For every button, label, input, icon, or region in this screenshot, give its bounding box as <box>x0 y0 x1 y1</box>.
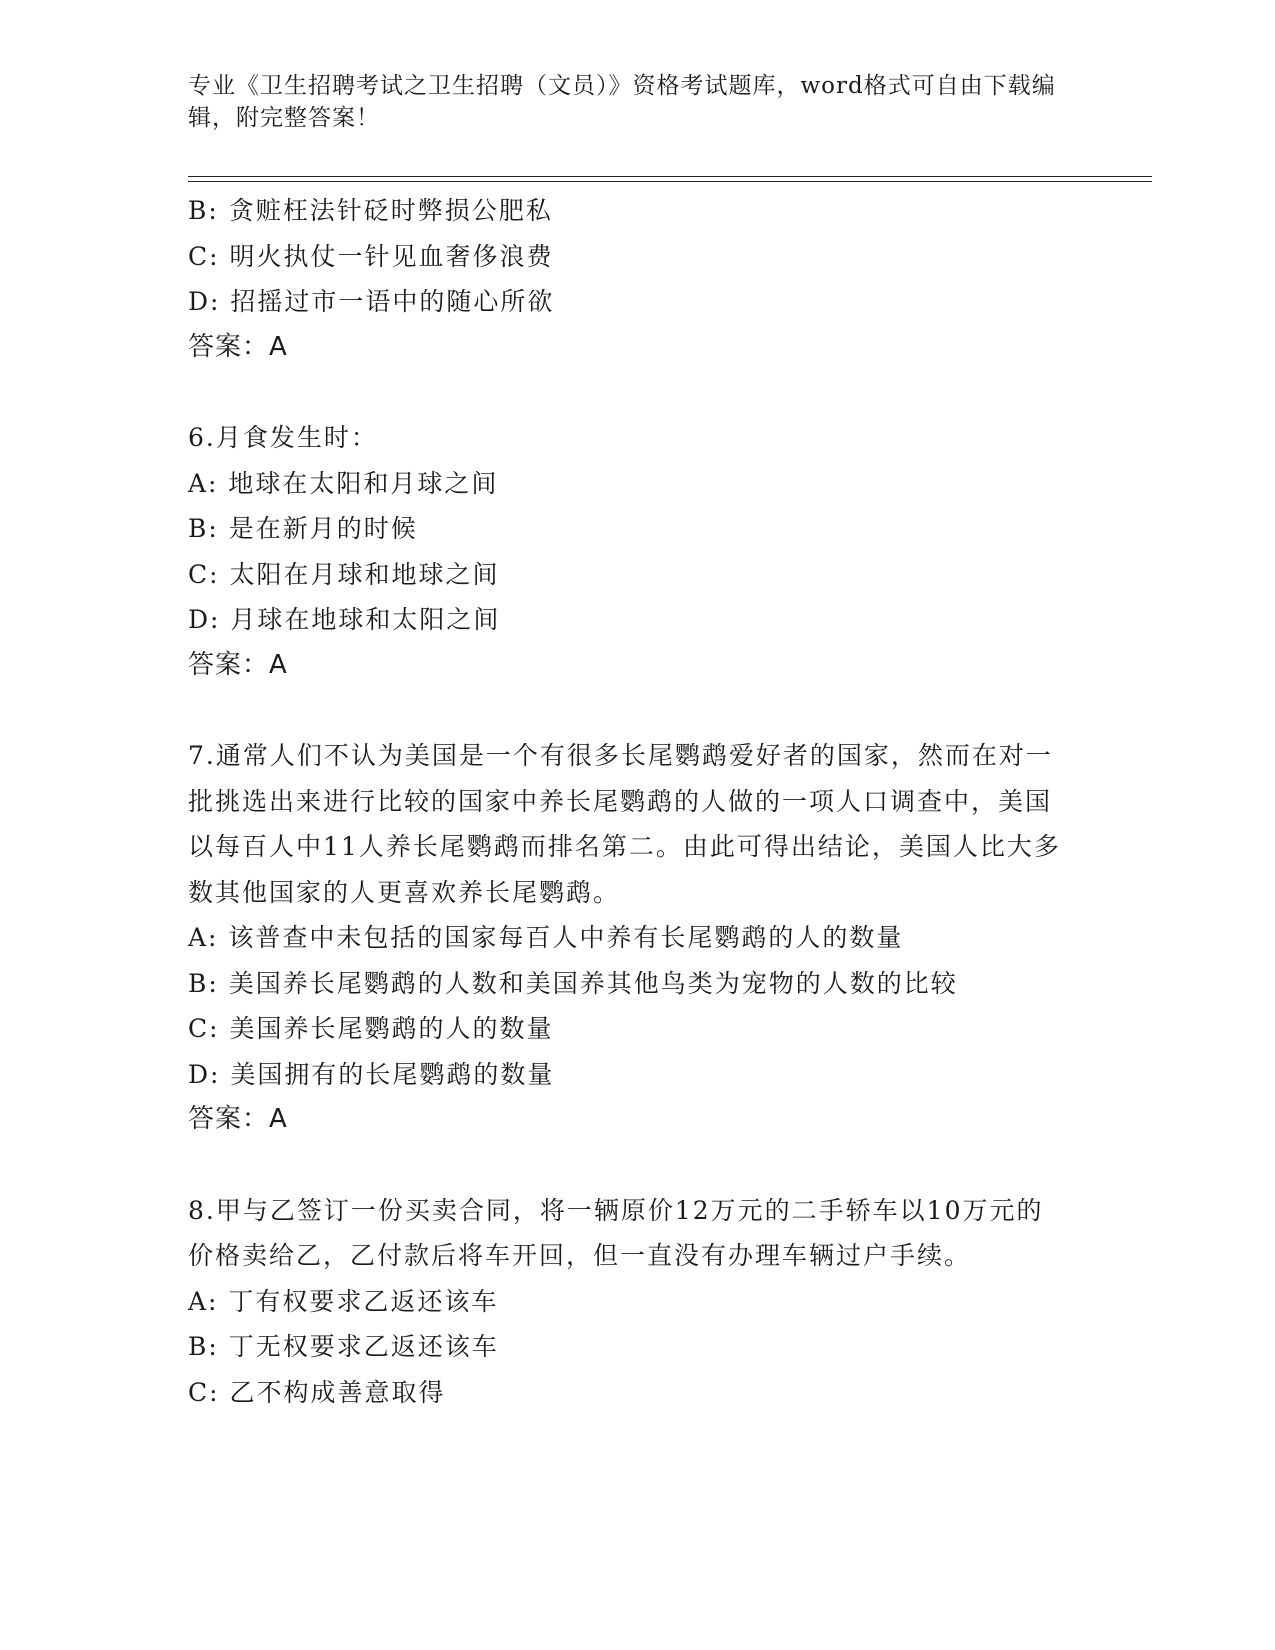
option-b: B: 美国养长尾鹦鹉的人数和美国养其他鸟类为宠物的人数的比较 <box>188 968 958 998</box>
answer-line: 答案：A <box>188 331 288 362</box>
option-b: B: 丁无权要求乙返还该车 <box>188 1332 499 1361</box>
option-d: D: 招摇过市一语中的随心所欲 <box>188 287 555 316</box>
option-a: A: 地球在太阳和月球之间 <box>188 468 499 498</box>
header-text: 专业《卫生招聘考试之卫生招聘（文员）》资格考试题库，word格式可自由下载编辑，附完整答案！ <box>188 73 1056 131</box>
option-a: A: 该普查中未包括的国家每百人中养有长尾鹦鹉的人的数量 <box>188 923 904 952</box>
question-list <box>188 188 1068 1415</box>
header-divider-bottom <box>188 181 1152 182</box>
option-c: C: 太阳在月球和地球之间 <box>188 559 500 589</box>
option-b: B: 贪赃枉法针砭时弊损公肥私 <box>188 196 553 225</box>
option-c: C: 美国养长尾鹦鹉的人的数量 <box>188 1014 554 1043</box>
option-c: C: 乙不构成善意取得 <box>188 1377 446 1407</box>
page-header <box>188 70 1068 134</box>
question-6-block <box>188 415 1068 688</box>
option-d: D: 月球在地球和太阳之间 <box>188 605 501 634</box>
answer-line: 答案：A <box>188 1104 288 1134</box>
answer-line: 答案：A <box>188 649 288 680</box>
header-divider-top <box>188 176 1152 177</box>
question-text: 8.甲与乙签订一份买卖合同，将一辆原价12万元的二手轿车以10万元的价格卖给乙，乙付款后将车开回，但一直没有办理车辆过户手续。 <box>188 1195 1044 1270</box>
question-text: 7.通常人们不认为美国是一个有很多长尾鹦鹉爱好者的国家，然而在对一批挑选出来进行比较的国家中养长尾鹦鹉的人做的一项人口调查中，美国以每百人中11人养长尾鹦鹉而排名第二。由此可得出结论，美国人比大多数其他国家的人更喜欢养长尾鹦鹉。 <box>188 741 1061 907</box>
option-d: D: 美国拥有的长尾鹦鹉的数量 <box>188 1059 555 1089</box>
option-a: A: 丁有权要求乙返还该车 <box>188 1286 499 1316</box>
question-text: 6.月食发生时： <box>188 423 378 452</box>
option-b: B: 是在新月的时候 <box>188 514 418 543</box>
prev-question-block <box>188 188 1068 370</box>
option-c: C: 明火执仗一针见血奢侈浪费 <box>188 241 554 271</box>
question-8-block <box>188 1188 1068 1416</box>
question-7-block <box>188 733 1068 1143</box>
